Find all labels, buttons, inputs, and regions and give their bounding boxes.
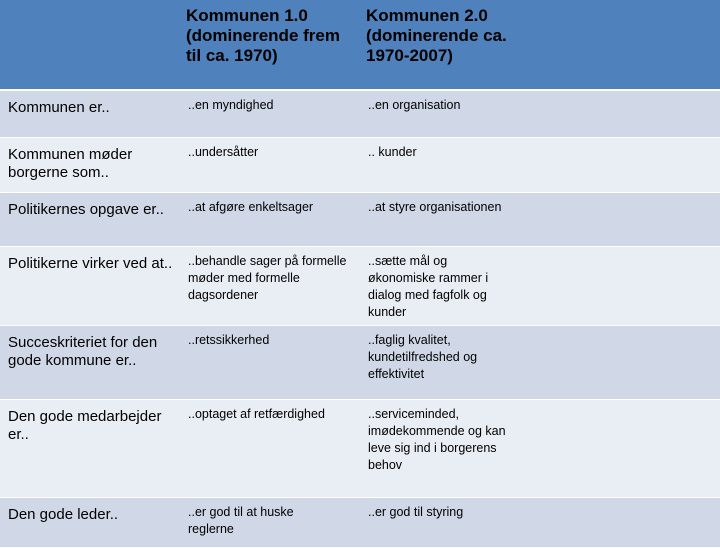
header-kommunen-2-0 bbox=[360, 0, 720, 90]
kommunen-1-0-cell: ..behandle sager på formelle møder med formelle dagsordener bbox=[180, 246, 360, 325]
kommunen-1-0-cell: ..en myndighed bbox=[180, 90, 360, 137]
kommunen-2-0-cell-text: ..sætte mål og økonomiske rammer i dialog med fagfolk og kunder bbox=[368, 253, 489, 319]
row-label: Politikernes opgave er.. bbox=[0, 192, 180, 246]
kommunen-2-0-cell: ..er god til styring bbox=[360, 497, 720, 547]
header-kommunen-2-0-text: Kommunen 2.0 (dominerende ca. 1970-2007) bbox=[366, 6, 507, 65]
table-row bbox=[0, 90, 720, 137]
kommunen-2-0-cell bbox=[360, 325, 720, 399]
kommunen-2-0-cell-text: ..serviceminded, imødekommende og kan leve sig ind i borgerens behov bbox=[368, 406, 506, 472]
kommunen-1-0-cell-text: ..er god til at huske reglerne bbox=[188, 504, 294, 536]
kommunen-1-0-cell: ..undersåtter bbox=[180, 137, 360, 192]
table-row bbox=[0, 246, 720, 325]
row-label: Kommunen møder borgerne som.. bbox=[0, 137, 180, 192]
header-kommunen-1-0: Kommunen 1.0 (dominerende frem til ca. 1970) bbox=[180, 0, 360, 90]
kommunen-2-0-cell-text: ..faglig kvalitet, kundetilfredshed og effektivitet bbox=[368, 332, 478, 381]
row-label: Den gode medarbejder er.. bbox=[0, 399, 180, 497]
row-label: Succeskriteriet for den gode kommune er.. bbox=[0, 325, 180, 399]
table-row bbox=[0, 325, 720, 399]
kommunen-1-0-cell: ..optaget af retfærdighed bbox=[180, 399, 360, 497]
row-label: Den gode leder.. bbox=[0, 497, 180, 547]
table-row bbox=[0, 399, 720, 497]
kommunen-2-0-cell bbox=[360, 399, 720, 497]
table-row bbox=[0, 137, 720, 192]
kommunen-2-0-cell: ..at styre organisationen bbox=[360, 192, 720, 246]
header-corner bbox=[0, 0, 180, 90]
kommunen-2-0-cell bbox=[360, 246, 720, 325]
row-label: Kommunen er.. bbox=[0, 90, 180, 137]
kommunen-2-0-cell: ..en organisation bbox=[360, 90, 720, 137]
kommunen-2-0-cell: .. kunder bbox=[360, 137, 720, 192]
kommunen-1-0-cell: ..at afgøre enkeltsager bbox=[180, 192, 360, 246]
kommunen-1-0-cell: ..retssikkerhed bbox=[180, 325, 360, 399]
table-header-row bbox=[0, 0, 720, 90]
table-row bbox=[0, 192, 720, 246]
row-label: Politikerne virker ved at.. bbox=[0, 246, 180, 325]
